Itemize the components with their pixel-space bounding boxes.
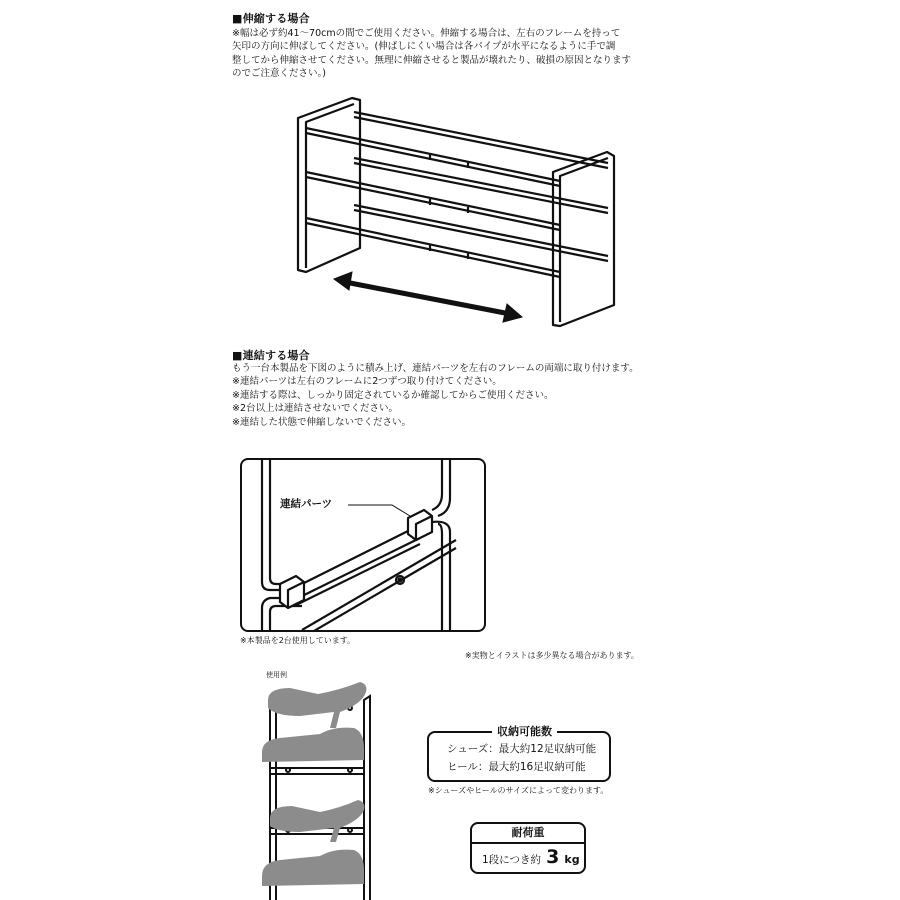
load-title: 耐荷重 (511, 826, 545, 839)
capacity-note: ※シューズやヒールのサイズによって変わります。 (428, 786, 609, 795)
connect-line-5: ※連結した状態で伸縮しないでください。 (232, 416, 411, 428)
shoe-icon (262, 728, 364, 762)
load-title-bar (472, 824, 584, 844)
load-capacity-box (470, 822, 586, 874)
extend-line-3: 整してから伸縮させてください。無理に伸縮させると製品が壊れたり、破損の原因となります (232, 54, 632, 66)
illustration-note: ※実物とイラストは多少異なる場合があります。 (465, 651, 639, 660)
connect-line-3: ※連結する際は、しっかり固定されているか確認してからご使用ください。 (232, 389, 554, 401)
load-unit: kg (564, 853, 580, 866)
extend-line-2: 矢印の方向に伸ばしてください。(伸ばしにくい場合は各パイプが水平になるように手で調 (232, 41, 616, 53)
shoe-icon (262, 850, 364, 886)
heel-shoe-icon (270, 800, 364, 842)
connect-line-2: ※連結パーツは左右のフレームに2つずつ取り付けてください。 (232, 376, 502, 388)
heel-shoe-icon (268, 682, 366, 728)
load-prefix: 1段につき約 (482, 854, 541, 866)
capacity-shoes: シューズ：最大約12足収納可能 (447, 743, 597, 755)
connect-line-1: もう一台本製品を下図のように積み上げ、連結パーツを左右のフレームの両端に取り付けます。 (232, 363, 639, 374)
load-value: 3 (546, 846, 560, 868)
capacity-title: 収納可能数 (492, 723, 557, 739)
extend-line-4: のでご注意ください。) (232, 68, 326, 80)
usage-example-label: 使用例 (266, 671, 287, 679)
connection-part-label: 連結パーツ (280, 498, 333, 510)
load-value-line (482, 846, 580, 868)
extend-heading: ■伸縮する場合 (232, 12, 310, 25)
connect-heading: ■連結する場合 (232, 349, 310, 362)
extend-line-1: ※幅は必ず約41〜70cmの間でご使用ください。伸縮する場合は、左右のフレームを持って (232, 28, 621, 39)
capacity-heels: ヒール：最大約16足収納可能 (447, 761, 586, 773)
detail-caption: ※本製品を2台使用しています。 (240, 636, 356, 645)
connect-line-4: ※2台以上は連結させないでください。 (232, 403, 399, 415)
